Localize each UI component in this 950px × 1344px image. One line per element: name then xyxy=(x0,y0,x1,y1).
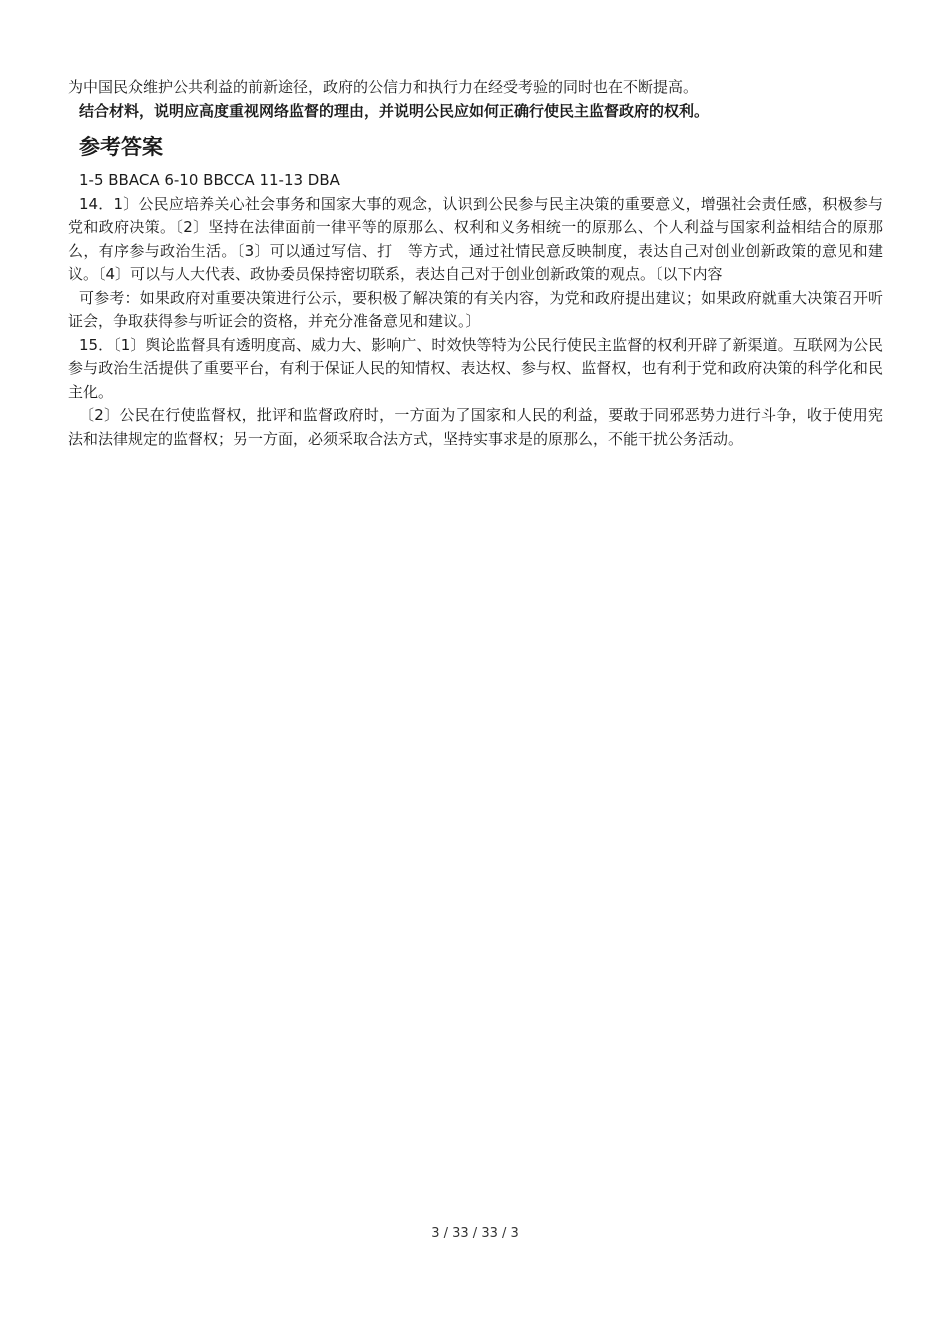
q14-answer-paragraph: 14．1〕公民应培养关心社会事务和国家大事的观念，认识到公民参与民主决策的重要意义，增强社会责任感，积极参与党和政府决策。〔2〕坚持在法律面前一律平等的原那么、权利和义务相统一的原那么、个人利益与国家利益相结合的原那么，有序参与政治生活。〔3〕可以通过写信、打 等方式，通过社情民意反映制度，表达自己对创业创新政策的意见和建议。〔4〕可以与人大代表、政协委员保持密切联系，表达自己对于创业创新政策的观点。〔以下内容 xyxy=(68,194,883,283)
q14-extra-paragraph: 可参考：如果政府对重要决策进行公示，要积极了解决策的有关内容，为党和政府提出建议；如果政府就重大决策召开听证会，争取获得参与听证会的资格，并充分准备意见和建议。〕 xyxy=(68,288,883,330)
q15-part2-paragraph: 〔2〕公民在行使监督权，批评和监督政府时，一方面为了国家和人民的利益，要敢于同邪恶势力进行斗争，收于使用宪法和法律规定的监督权；另一方面，必须采取合法方式，坚持实事求是的原那么，不能干扰公务活动。 xyxy=(68,406,883,448)
page-number: 3 / 33 / 33 / 3 xyxy=(431,1226,519,1241)
q15-part1-paragraph: 15．〔1〕舆论监督具有透明度高、威力大、影响广、时效快等特为公民行使民主监督的权利开辟了新渠道。互联网为公民参与政治生活提供了重要平台，有利于保证人民的知情权、表达权、参与权、监督权，也有利于党和政府决策的科学化和民主化。 xyxy=(68,335,883,401)
choice-answers: 1-5 BBACA 6-10 BBCCA 11-13 DBA xyxy=(79,171,340,189)
document-body xyxy=(68,76,883,451)
intro-tail-paragraph: 为中国民众维护公共利益的前新途径，政府的公信力和执行力在经受考验的同时也在不断提高。 xyxy=(68,78,699,96)
question-paragraph: 结合材料，说明应高度重视网络监督的理由，并说明公民应如何正确行使民主监督政府的权利。 xyxy=(79,101,710,120)
answer-heading: 参考答案 xyxy=(79,135,163,159)
